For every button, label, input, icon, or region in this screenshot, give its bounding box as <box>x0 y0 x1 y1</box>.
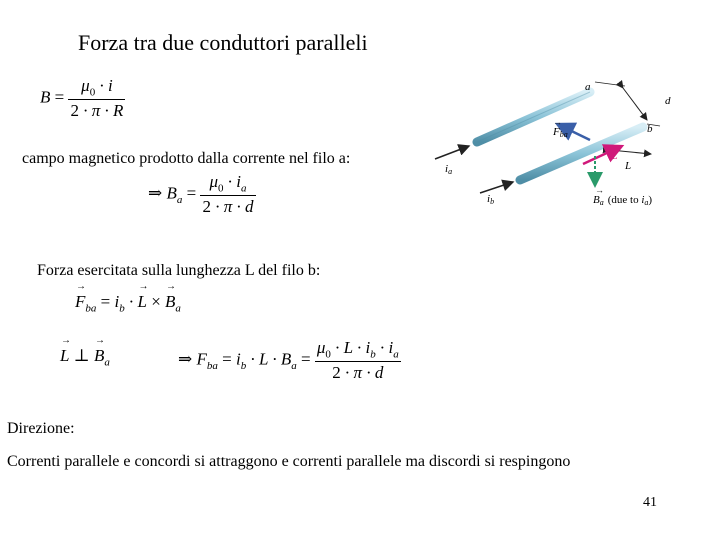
label-ba-sub: a <box>599 198 604 207</box>
formula-b-general: B = $\frac{\mu_0 \cdot i}{2 \cdot \pi \cdot R}$ <box>40 76 124 121</box>
label-due-to-i: i <box>641 194 645 206</box>
label-due-to: (due to <box>607 194 642 206</box>
formula-fba-vector: → $F_{ba} = i_b$ · → L × → $B_a$ <box>75 292 181 314</box>
wire-a <box>477 92 590 142</box>
label-due-to-sub: a <box>644 198 649 207</box>
text-direzione: Direzione: <box>7 420 75 437</box>
text-campo-magnetico: campo magnetico prodotto dalla corrente nel filo a: <box>22 150 351 167</box>
label-ba: B <box>593 194 600 206</box>
label-ib-sub: b <box>490 197 495 206</box>
svg-text:Ba(due to ia) <box>593 194 652 207</box>
label-fba: F <box>553 126 560 138</box>
page-number: 41 <box>643 495 657 510</box>
label-b: b <box>647 123 653 135</box>
parallel-wires-figure <box>425 72 700 222</box>
label-due-to-close: ) <box>648 194 653 206</box>
label-l: L <box>625 160 632 172</box>
text-forza-esercitata: Forza esercitata sulla lunghezza L del filo b: <box>37 262 321 279</box>
current-arrow-b <box>480 182 513 193</box>
current-arrow-a <box>435 146 469 159</box>
slide-title: Forza tra due conduttori paralleli <box>78 30 368 55</box>
svg-text:ib <box>487 193 494 206</box>
label-ib: i <box>487 193 491 205</box>
label-ia: i <box>445 163 449 175</box>
formula-ba: ⇒ $B_a$ = $\frac{\mu_0 \cdot i_a}{2 \cdot \pi \cdot d}$ <box>148 172 254 217</box>
formula-perpendicular: → L ⊥ → $B_a$ <box>60 346 110 368</box>
text-conclusione: Correnti parallele e concordi si attraggono e correnti parallele ma discordi si respingono <box>7 453 571 470</box>
label-a: a <box>585 81 591 93</box>
svg-text:→: → <box>595 185 604 195</box>
distance-d-line <box>623 88 647 120</box>
svg-text:→: → <box>553 117 562 127</box>
formula-fba-scalar: ⇒ $F_{ba} = i_b \cdot L \cdot B_a$ = $\frac{\mu_0 \cdot L \cdot i_b \cdot i_a}{2 \cdot \pi \cdot d}$ <box>178 338 399 383</box>
label-fba-sub: ba <box>559 130 568 139</box>
label-ia-sub: a <box>448 167 453 176</box>
svg-text:L: L <box>612 151 618 162</box>
svg-text:ia <box>445 163 452 176</box>
label-d: d <box>665 95 671 107</box>
